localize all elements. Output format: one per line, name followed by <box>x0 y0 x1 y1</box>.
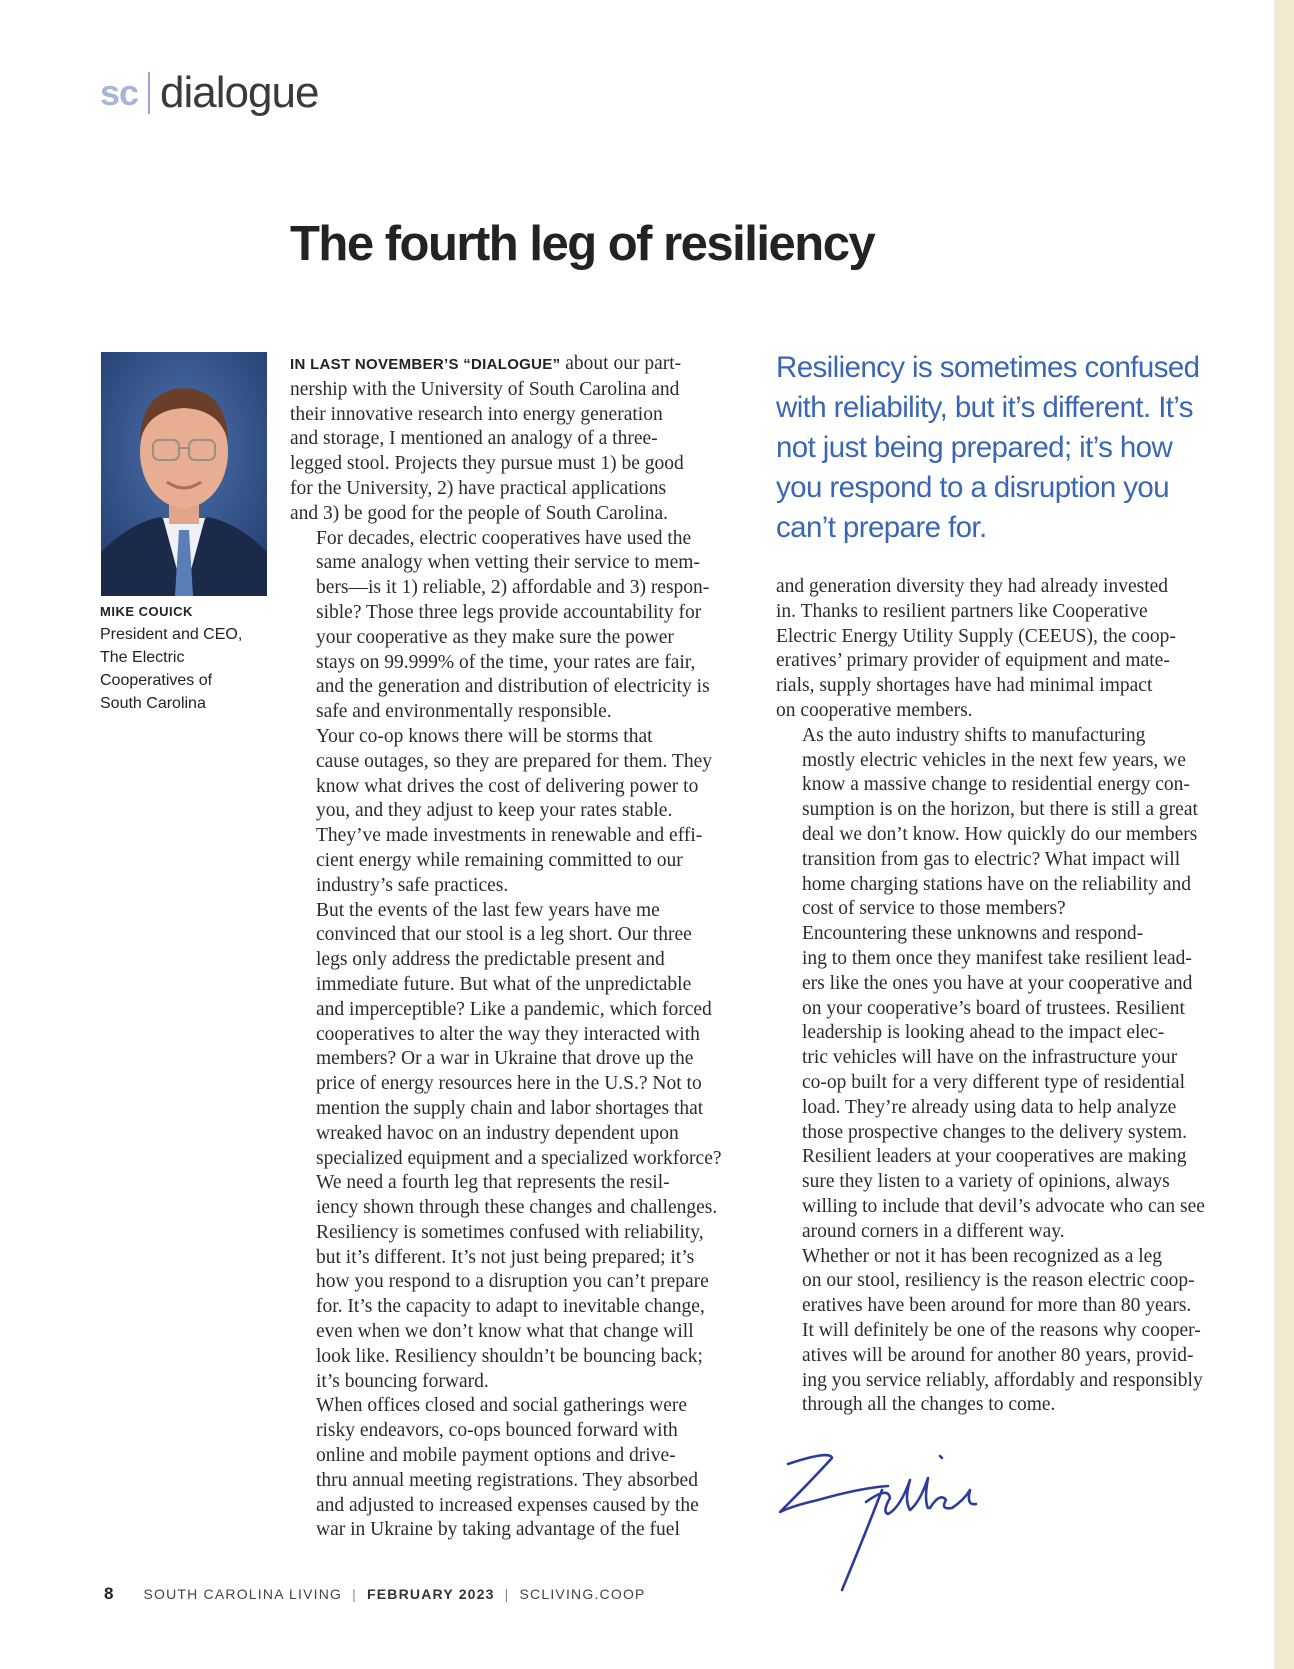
page-edge-strip <box>1274 0 1294 1669</box>
body-line: iency shown through these changes and challenges. <box>316 1197 718 1219</box>
body-line: and adjusted to increased expenses caused by the <box>316 1494 699 1516</box>
body-line: thru annual meeting registrations. They absorbed <box>316 1469 698 1491</box>
body-line: mostly electric vehicles in the next few years, we <box>802 749 1186 771</box>
body-line: mention the supply chain and labor shortages that <box>316 1097 704 1119</box>
body-line: how you respond to a disruption you can’t prepare <box>316 1271 709 1293</box>
body-line: sure they listen to a variety of opinions, always <box>802 1171 1170 1193</box>
body-line: sumption is on the horizon, but there is still a great <box>802 799 1198 821</box>
body-line: you, and they adjust to keep your rates stable. <box>316 800 673 822</box>
body-line: for the University, 2) have practical applications <box>290 477 667 499</box>
body-line: and the generation and distribution of electricity is <box>316 676 710 698</box>
body-line: tric vehicles will have on the infrastructure your <box>802 1047 1178 1069</box>
body-paragraph <box>776 575 1216 724</box>
body-line: even when we don’t know what that change will <box>316 1321 694 1343</box>
body-line: immediate future. But what of the unpredictable <box>316 973 692 995</box>
pull-quote-line: not just being prepared; it’s how <box>776 431 1173 464</box>
body-line: same analogy when vetting their service to mem- <box>316 552 700 574</box>
body-column-right <box>776 575 1216 1418</box>
issue-date: FEBRUARY 2023 <box>367 1586 495 1602</box>
author-portrait <box>101 352 267 596</box>
body-line: price of energy resources here in the U.S.? Not to <box>316 1073 702 1095</box>
body-paragraph <box>776 724 1216 922</box>
pull-quote-line: with reliability, but it’s different. It’s <box>776 391 1193 424</box>
body-line: Encountering these unknowns and respond- <box>802 923 1144 945</box>
section-masthead <box>100 68 318 118</box>
body-line: those prospective changes to the delivery system. <box>802 1121 1188 1143</box>
body-paragraph <box>290 527 732 725</box>
body-line: cost of service to those members? <box>802 898 1066 920</box>
body-line: Your co-op knows there will be storms that <box>316 725 653 747</box>
body-paragraph <box>290 352 732 527</box>
body-line: Resilient leaders at your cooperatives are making <box>802 1146 1187 1168</box>
pull-quote-line: you respond to a disruption you <box>776 471 1170 504</box>
body-line: ing to them once they manifest take resilient lead- <box>802 947 1192 969</box>
body-line: leadership is looking ahead to the impact elec- <box>802 1022 1165 1044</box>
lead-in: IN LAST NOVEMBER’S “DIALOGUE” <box>290 356 561 373</box>
author-role-line: President and CEO, <box>100 626 243 643</box>
author-role-line: The Electric <box>100 649 185 666</box>
body-paragraph <box>290 725 732 899</box>
body-column-left <box>290 352 732 1543</box>
footer-divider: | <box>504 1586 510 1602</box>
body-line: Electric Energy Utility Supply (CEEUS), the coop- <box>776 625 1176 647</box>
publication-name: SOUTH CAROLINA LIVING <box>143 1586 343 1602</box>
body-line: around corners in a different way. <box>802 1220 1065 1242</box>
body-line: ing you service reliably, affordably and responsibly <box>802 1369 1203 1391</box>
body-line: deal we don’t know. How quickly do our members <box>802 823 1198 845</box>
body-paragraph <box>290 1171 732 1394</box>
body-line: They’ve made investments in renewable and effi- <box>316 825 703 847</box>
body-line: legged stool. Projects they pursue must 1) be good <box>290 453 684 475</box>
masthead-divider <box>148 72 150 114</box>
masthead-brand: sc <box>100 72 139 113</box>
pull-quote <box>776 348 1226 548</box>
body-line: wreaked havoc on an industry dependent upon <box>316 1122 679 1144</box>
body-line: know a massive change to residential energy con- <box>802 774 1190 796</box>
body-line: know what drives the cost of delivering power to <box>316 775 699 797</box>
body-line: risky endeavors, co-ops bounced forward with <box>316 1420 678 1442</box>
body-line: on your cooperative’s board of trustees. Resilient <box>802 997 1185 1019</box>
body-line: on cooperative members. <box>776 699 973 721</box>
body-line: your cooperative as they make sure the power <box>316 626 674 648</box>
article-headline: The fourth leg of resiliency <box>290 217 875 271</box>
body-line: it’s bouncing forward. <box>316 1370 489 1392</box>
body-line: ers like the ones you have at your cooperative and <box>802 972 1193 994</box>
body-line: cient energy while remaining committed to our <box>316 849 683 871</box>
body-line: home charging stations have on the reliability and <box>802 873 1192 895</box>
body-line: sible? Those three legs provide accountability for <box>316 601 702 623</box>
pull-quote-line: can’t prepare for. <box>776 511 987 544</box>
page-number: 8 <box>104 1584 114 1603</box>
body-line: for. It’s the capacity to adapt to inevitable change, <box>316 1296 705 1318</box>
body-line: For decades, electric cooperatives have used the <box>316 527 692 549</box>
body-line: convinced that our stool is a leg short. Our three <box>316 924 692 946</box>
body-line: load. They’re already using data to help analyze <box>802 1096 1177 1118</box>
body-line: and imperceptible? Like a pandemic, which forced <box>316 998 712 1020</box>
body-line: eratives’ primary provider of equipment and mate- <box>776 650 1170 672</box>
body-line: online and mobile payment options and drive- <box>316 1445 676 1467</box>
website-link[interactable]: SCLIVING.COOP <box>519 1586 646 1602</box>
body-line: Whether or not it has been recognized as a leg <box>802 1245 1163 1267</box>
body-line: It will definitely be one of the reasons why cooper- <box>802 1319 1201 1341</box>
body-paragraph <box>290 1394 732 1543</box>
body-line: nership with the University of South Carolina and <box>290 378 680 400</box>
body-line: and generation diversity they had already invested <box>776 576 1169 597</box>
body-line: through all the changes to come. <box>802 1394 1056 1416</box>
body-line: transition from gas to electric? What impact will <box>802 848 1181 870</box>
body-line: But the events of the last few years have me <box>316 899 660 921</box>
body-line: but it’s different. It’s not just being prepared; it’s <box>316 1246 695 1268</box>
body-line: cause outages, so they are prepared for them. They <box>316 750 712 772</box>
pull-quote-line: Resiliency is sometimes confused <box>776 351 1200 384</box>
body-line: look like. Resiliency shouldn’t be bouncing back; <box>316 1345 703 1367</box>
body-line: stays on 99.999% of the time, your rates are fair, <box>316 651 696 673</box>
body-line: As the auto industry shifts to manufacturing <box>802 724 1146 746</box>
body-line: specialized equipment and a specialized workforce? <box>316 1147 722 1169</box>
body-line: legs only address the predictable present and <box>316 949 665 971</box>
body-paragraph <box>776 1245 1216 1419</box>
author-role <box>100 623 270 715</box>
body-line: rials, supply shortages have had minimal impact <box>776 675 1153 697</box>
body-line: and 3) be good for the people of South Carolina. <box>290 502 668 524</box>
footer-divider: | <box>352 1586 357 1602</box>
handwritten-signature <box>770 1442 1010 1602</box>
body-line: eratives have been around for more than 80 years. <box>802 1295 1192 1317</box>
body-line: on our stool, resiliency is the reason electric coop- <box>802 1270 1195 1292</box>
author-name: MIKE COUICK <box>100 604 193 619</box>
body-line: co-op built for a very different type of residential <box>802 1071 1186 1093</box>
body-paragraph <box>290 899 732 1172</box>
author-role-line: South Carolina <box>100 695 206 712</box>
body-line: willing to include that devil’s advocate who can see <box>802 1195 1205 1217</box>
body-line: safe and environmentally responsible. <box>316 701 612 723</box>
body-line: IN LAST NOVEMBER’S “DIALOGUE” about our part- <box>290 353 682 374</box>
body-line: their innovative research into energy generation <box>290 403 663 425</box>
body-line: war in Ukraine by taking advantage of the fuel <box>316 1519 680 1541</box>
page-footer <box>104 1584 646 1604</box>
body-line: in. Thanks to resilient partners like Cooperative <box>776 600 1148 622</box>
masthead-section: dialogue <box>160 68 319 117</box>
body-line: When offices closed and social gatherings were <box>316 1395 688 1417</box>
author-byline <box>100 604 270 715</box>
body-line: atives will be around for another 80 years, provid- <box>802 1344 1194 1366</box>
body-line: industry’s safe practices. <box>316 874 509 896</box>
body-line: Resiliency is sometimes confused with reliability, <box>316 1221 704 1243</box>
body-line: and storage, I mentioned an analogy of a three- <box>290 428 658 450</box>
body-line: cooperatives to alter the way they interacted with <box>316 1023 700 1045</box>
body-line: members? Or a war in Ukraine that drove up the <box>316 1048 694 1070</box>
body-line: bers—is it 1) reliable, 2) affordable and 3) respon- <box>316 577 710 599</box>
body-line: We need a fourth leg that represents the resil- <box>316 1172 670 1194</box>
author-role-line: Cooperatives of <box>100 672 213 689</box>
body-paragraph <box>776 922 1216 1244</box>
